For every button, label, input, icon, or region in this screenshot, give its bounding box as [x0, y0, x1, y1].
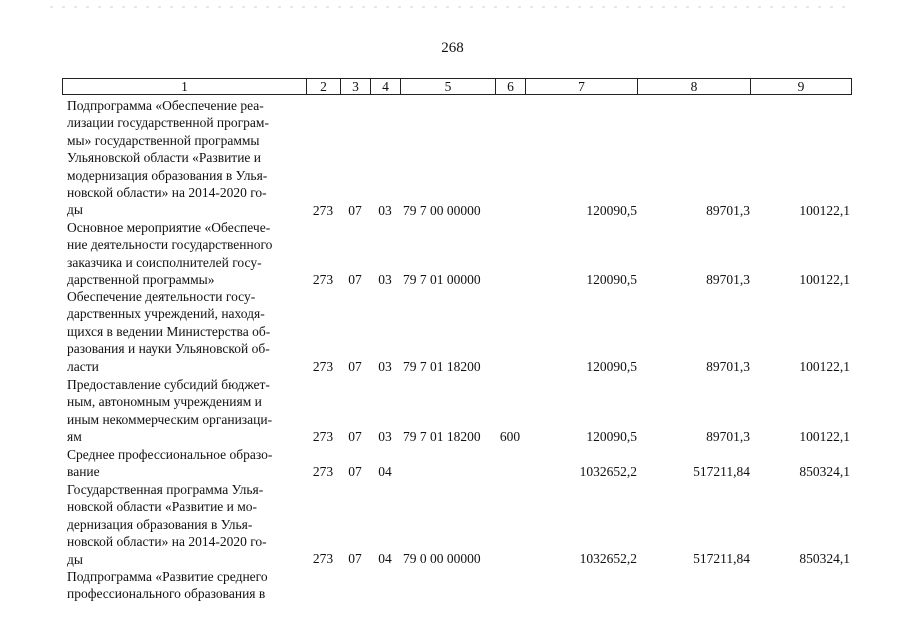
cell-section: 07: [348, 359, 362, 374]
cell-target-article: 79 7 01 18200: [403, 429, 481, 444]
description-line: заказчика и соисполнителей госу-: [67, 254, 262, 270]
cell-subsection: 03: [378, 272, 392, 287]
description-line: ние деятельности государственного: [67, 237, 273, 253]
column-header-7: 7: [526, 79, 638, 94]
table-row-description: [67, 446, 303, 481]
cell-target-article: 79 7 01 18200: [403, 359, 481, 374]
cell-amount-8: 517211,84: [693, 551, 750, 566]
cell-amount-9: 850324,1: [799, 464, 850, 479]
description-line: Предоставление субсидий бюджет-: [67, 377, 270, 392]
cell-amount-7: 120090,5: [586, 272, 637, 287]
cell-amount-9: 100122,1: [799, 429, 850, 444]
cell-ministry-code: 273: [312, 203, 334, 218]
cell-subsection: 04: [378, 551, 392, 566]
cell-ministry-code: 273: [312, 551, 334, 566]
description-line: разования и науки Ульяновской об-: [67, 341, 270, 357]
cell-amount-9: 100122,1: [799, 359, 850, 374]
cell-subsection: 03: [378, 359, 392, 374]
cell-ministry-code: 273: [312, 272, 334, 287]
cell-amount-7: 1032652,2: [579, 551, 637, 566]
cell-subsection: 03: [378, 429, 392, 444]
description-line: дарственной программы»: [67, 272, 215, 288]
cell-target-article: 79 7 01 00000: [403, 272, 481, 287]
description-line: иным некоммерческим организаци-: [67, 411, 273, 427]
cell-section: 07: [348, 551, 362, 566]
table-row-description: [67, 568, 303, 603]
description-line: Государственная программа Улья-: [67, 482, 264, 497]
cell-target-article: 79 0 00 00000: [403, 551, 481, 566]
table-row-description: [67, 481, 303, 568]
cell-ministry-code: 273: [312, 359, 334, 374]
cell-amount-8: 517211,84: [693, 464, 750, 479]
description-line: лизации государственной програм-: [67, 115, 269, 131]
column-header-8: 8: [638, 79, 751, 94]
description-line: щихся в ведении Министерства об-: [67, 323, 271, 339]
cell-amount-8: 89701,3: [706, 359, 750, 374]
column-header-5: 5: [401, 79, 496, 94]
table-row-description: [67, 288, 303, 375]
cell-amount-7: 120090,5: [586, 359, 637, 374]
description-line: Подпрограмма «Обеспечение реа-: [67, 98, 264, 113]
cell-amount-8: 89701,3: [706, 272, 750, 287]
column-header-4: 4: [371, 79, 401, 94]
cell-expense-type: 600: [499, 429, 521, 444]
description-line: ласти: [67, 358, 99, 374]
cell-amount-7: 120090,5: [586, 429, 637, 444]
description-line: Ульяновской области «Развитие и: [67, 150, 262, 166]
table-row-description: [67, 97, 303, 219]
column-header-6: 6: [496, 79, 526, 94]
scan-artifact-top: [50, 6, 850, 8]
cell-section: 07: [348, 464, 362, 479]
description-line: Обеспечение деятельности госу-: [67, 289, 256, 304]
cell-section: 07: [348, 203, 362, 218]
description-line: новской области» на 2014-2020 го-: [67, 534, 267, 550]
table-row-description: [67, 219, 303, 289]
cell-ministry-code: 273: [312, 429, 334, 444]
description-line: новской области» на 2014-2020 го-: [67, 185, 267, 201]
description-line: вание: [67, 464, 100, 480]
column-header-9: 9: [797, 79, 805, 94]
cell-amount-9: 100122,1: [799, 203, 850, 218]
cell-amount-7: 120090,5: [586, 203, 637, 218]
description-line: профессионального образования в: [67, 586, 266, 602]
description-line: ды: [67, 202, 83, 218]
description-line: дарственных учреждений, находя-: [67, 306, 265, 322]
cell-amount-9: 100122,1: [799, 272, 850, 287]
description-line: ным, автономным учреждениям и: [67, 394, 262, 410]
cell-ministry-code: 273: [312, 464, 334, 479]
cell-section: 07: [348, 272, 362, 287]
cell-subsection: 04: [378, 464, 392, 479]
description-line: Основное мероприятие «Обеспече-: [67, 220, 271, 235]
column-header-1: 1: [63, 79, 307, 94]
cell-target-article: 79 7 00 00000: [403, 203, 481, 218]
cell-amount-8: 89701,3: [706, 429, 750, 444]
description-line: ды: [67, 551, 83, 567]
cell-section: 07: [348, 429, 362, 444]
cell-subsection: 03: [378, 203, 392, 218]
description-line: модернизация образования в Улья-: [67, 167, 268, 183]
description-line: Среднее профессиональное образо-: [67, 447, 273, 462]
description-line: мы» государственной программы: [67, 132, 260, 148]
cell-amount-8: 89701,3: [706, 203, 750, 218]
description-line: новской области «Развитие и мо-: [67, 499, 258, 515]
page-number: 268: [441, 40, 464, 56]
cell-amount-9: 850324,1: [799, 551, 850, 566]
table-row-description: [67, 376, 303, 446]
cell-amount-7: 1032652,2: [579, 464, 637, 479]
description-line: дернизация образования в Улья-: [67, 516, 253, 532]
column-header-row: [62, 78, 852, 95]
column-header-3: 3: [341, 79, 371, 94]
description-line: Подпрограмма «Развитие среднего: [67, 569, 268, 584]
description-line: ям: [67, 429, 82, 445]
column-header-2: 2: [307, 79, 341, 94]
